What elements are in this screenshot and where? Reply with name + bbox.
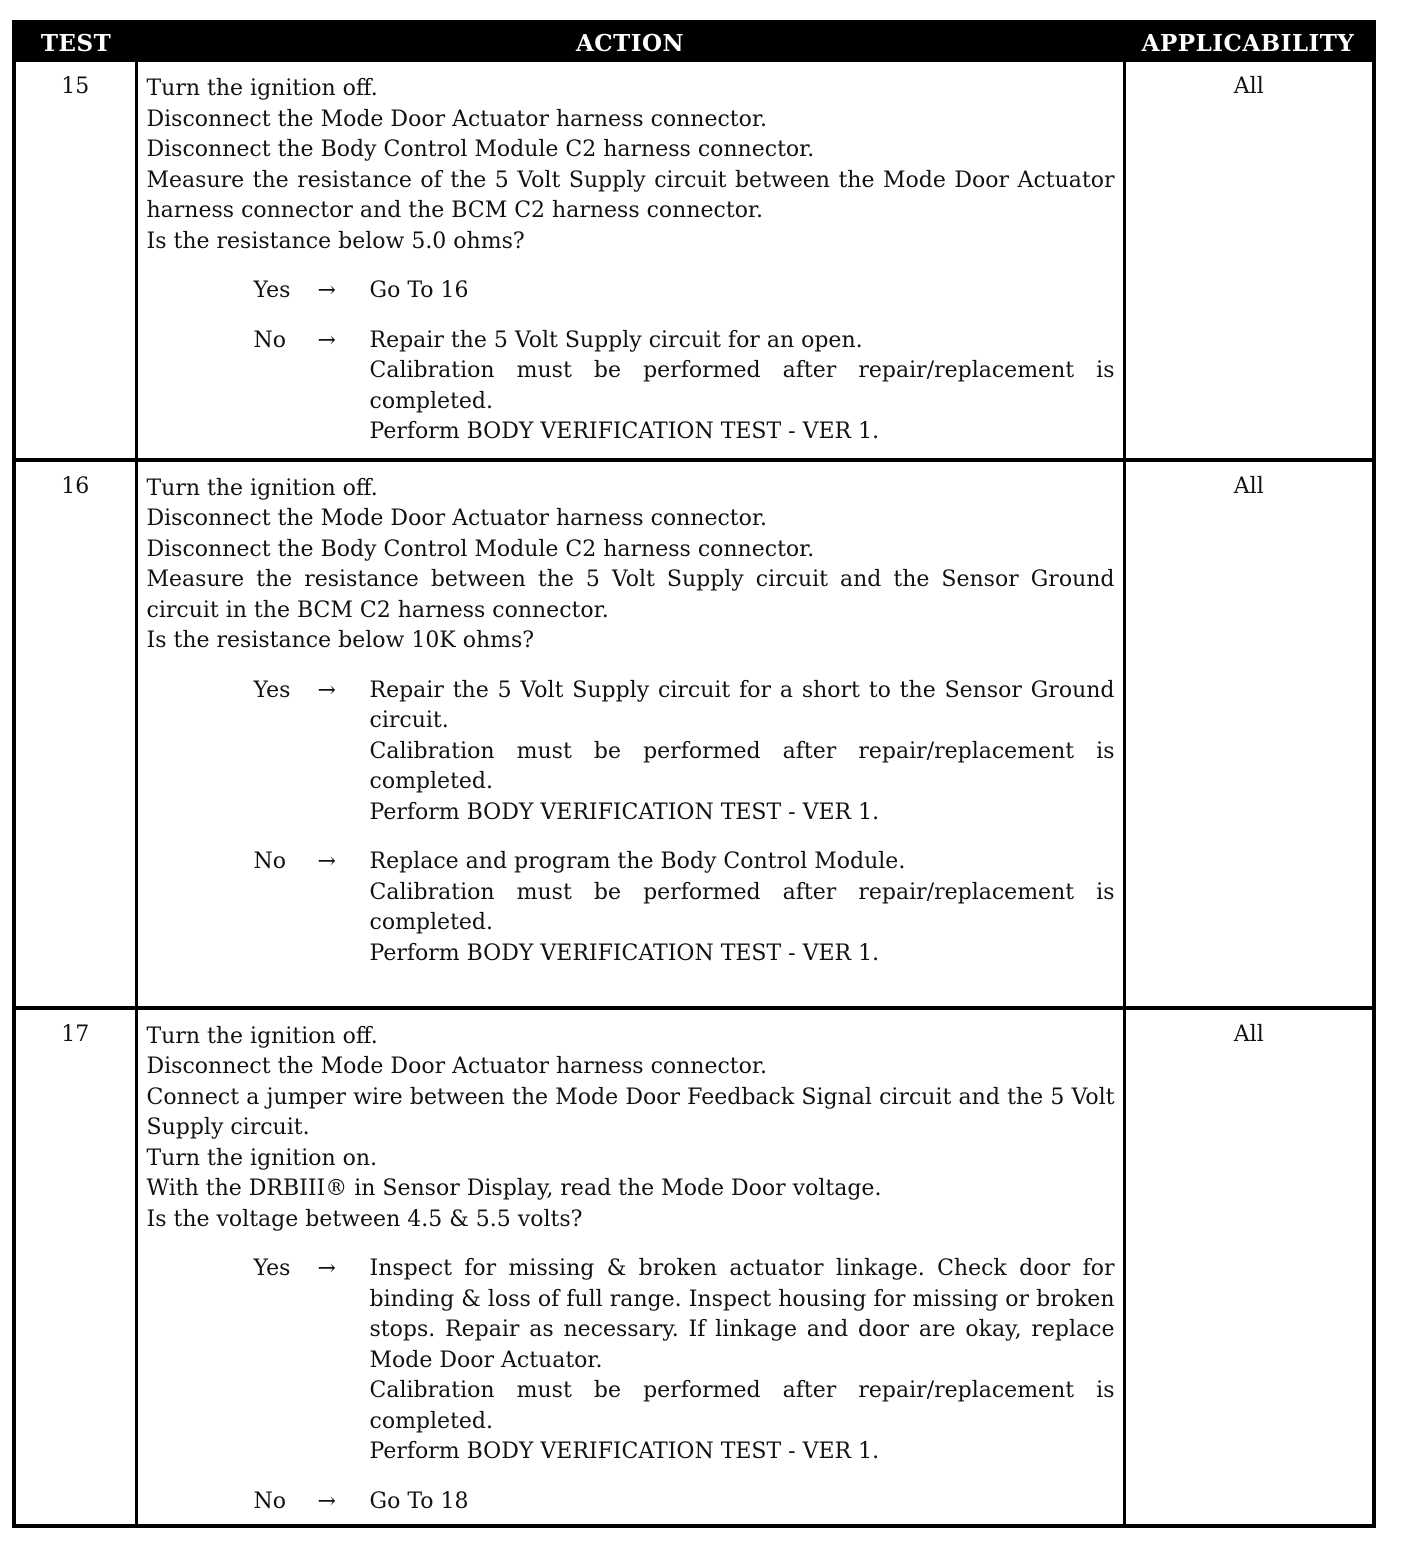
action-steps [147, 74, 1115, 257]
outcome-answer: Yes [253, 278, 291, 303]
right-arrow-icon: → [317, 677, 336, 703]
outcome-answer: No [253, 327, 286, 353]
action-step: With the DRBIII® in Sensor Display, read the Mode Door voltage. [146, 1176, 882, 1201]
action-steps [147, 474, 1115, 657]
action-cell [136, 460, 1124, 1008]
right-arrow-icon: → [317, 1256, 336, 1281]
outcome-result [370, 276, 1115, 307]
action-step: Turn the ignition off. [146, 76, 378, 101]
outcome-line: Perform BODY VERIFICATION TEST - VER 1. [369, 1439, 880, 1464]
table-row [16, 62, 1372, 460]
action-step: Connect a jumper wire between the Mode Door Feedback Signal circuit and the 5 Volt Supply circuit. [146, 1084, 1115, 1140]
outcome-no [147, 1487, 1115, 1518]
outcome-result [370, 676, 1115, 829]
outcome-line: Go To 18 [369, 1488, 469, 1514]
action-step: Measure the resistance between the 5 Volt Supply circuit and the Sensor Ground circuit in the BCM C2 harness connector. [146, 567, 1115, 623]
outcome-line: Calibration must be performed after repair/replacement is completed. [369, 879, 1115, 935]
action-steps [147, 1022, 1115, 1236]
header-test: TEST [16, 24, 136, 62]
outcome-result [370, 847, 1115, 969]
outcome-yes [147, 276, 1115, 307]
table-row [16, 1008, 1372, 1528]
outcome-no [147, 847, 1115, 969]
action-step: Disconnect the Body Control Module C2 harness connector. [146, 137, 815, 162]
outcome-line: Replace and program the Body Control Module. [369, 849, 906, 874]
outcome-no [147, 326, 1115, 448]
outcome-answer: Yes [253, 1256, 291, 1281]
outcome-yes [147, 676, 1115, 829]
outcome-line: Go To 16 [369, 278, 469, 303]
action-step: Measure the resistance of the 5 Volt Supply circuit between the Mode Door Actuator harness connector and the BCM C2 harness connector. [146, 167, 1115, 223]
action-step: Disconnect the Mode Door Actuator harness connector. [146, 106, 767, 132]
action-step: Is the voltage between 4.5 & 5.5 volts? [146, 1206, 583, 1232]
action-step: Turn the ignition off. [146, 475, 378, 501]
table-header-row [16, 24, 1372, 62]
diagnostic-table [12, 20, 1376, 1528]
action-cell [136, 62, 1124, 460]
right-arrow-icon: → [317, 278, 336, 303]
outcome-line: Perform BODY VERIFICATION TEST - VER 1. [369, 419, 880, 444]
test-number: 16 [16, 460, 136, 1008]
test-number: 17 [16, 1008, 136, 1528]
applicability-value: All [1124, 62, 1372, 460]
outcome-result [370, 326, 1115, 448]
outcome-line: Calibration must be performed after repair/replacement is completed. [369, 1378, 1115, 1434]
header-action: ACTION [136, 24, 1124, 62]
outcome-line: Inspect for missing & broken actuator linkage. Check door for binding & loss of full range. Inspect housing for missing or broken stops. Repair as necessary. If linkage and door are okay, replace Mode Door Actuator. [369, 1256, 1115, 1373]
action-step: Turn the ignition off. [146, 1023, 378, 1049]
action-step: Disconnect the Body Control Module C2 harness connector. [146, 536, 815, 562]
action-cell [136, 1008, 1124, 1528]
applicability-value: All [1124, 1008, 1372, 1528]
outcome-line: Repair the 5 Volt Supply circuit for an open. [369, 327, 863, 353]
outcome-line: Calibration must be performed after repair/replacement is completed. [369, 358, 1115, 414]
outcome-answer: No [253, 1488, 286, 1514]
action-step: Is the resistance below 10K ohms? [146, 628, 535, 653]
outcome-yes [147, 1254, 1115, 1468]
diagnostic-table-grid [16, 24, 1372, 1527]
outcome-answer: No [253, 849, 286, 874]
action-step: Is the resistance below 5.0 ohms? [146, 228, 525, 254]
action-step: Turn the ignition on. [146, 1145, 378, 1171]
outcome-result [370, 1254, 1115, 1468]
action-step: Disconnect the Mode Door Actuator harness connector. [146, 1054, 767, 1079]
outcome-line: Calibration must be performed after repair/replacement is completed. [369, 738, 1115, 794]
right-arrow-icon: → [317, 849, 336, 874]
right-arrow-icon: → [317, 327, 336, 353]
action-step: Disconnect the Mode Door Actuator harness connector. [146, 506, 767, 531]
table-row [16, 460, 1372, 1008]
right-arrow-icon: → [317, 1488, 336, 1514]
outcome-line: Perform BODY VERIFICATION TEST - VER 1. [369, 940, 880, 966]
test-number: 15 [16, 62, 136, 460]
header-applicability: APPLICABILITY [1124, 24, 1372, 62]
outcome-answer: Yes [253, 677, 291, 703]
applicability-value: All [1124, 460, 1372, 1008]
outcome-line: Repair the 5 Volt Supply circuit for a short to the Sensor Ground circuit. [369, 677, 1115, 733]
outcome-line: Perform BODY VERIFICATION TEST - VER 1. [369, 799, 880, 825]
outcome-result [370, 1487, 1115, 1518]
